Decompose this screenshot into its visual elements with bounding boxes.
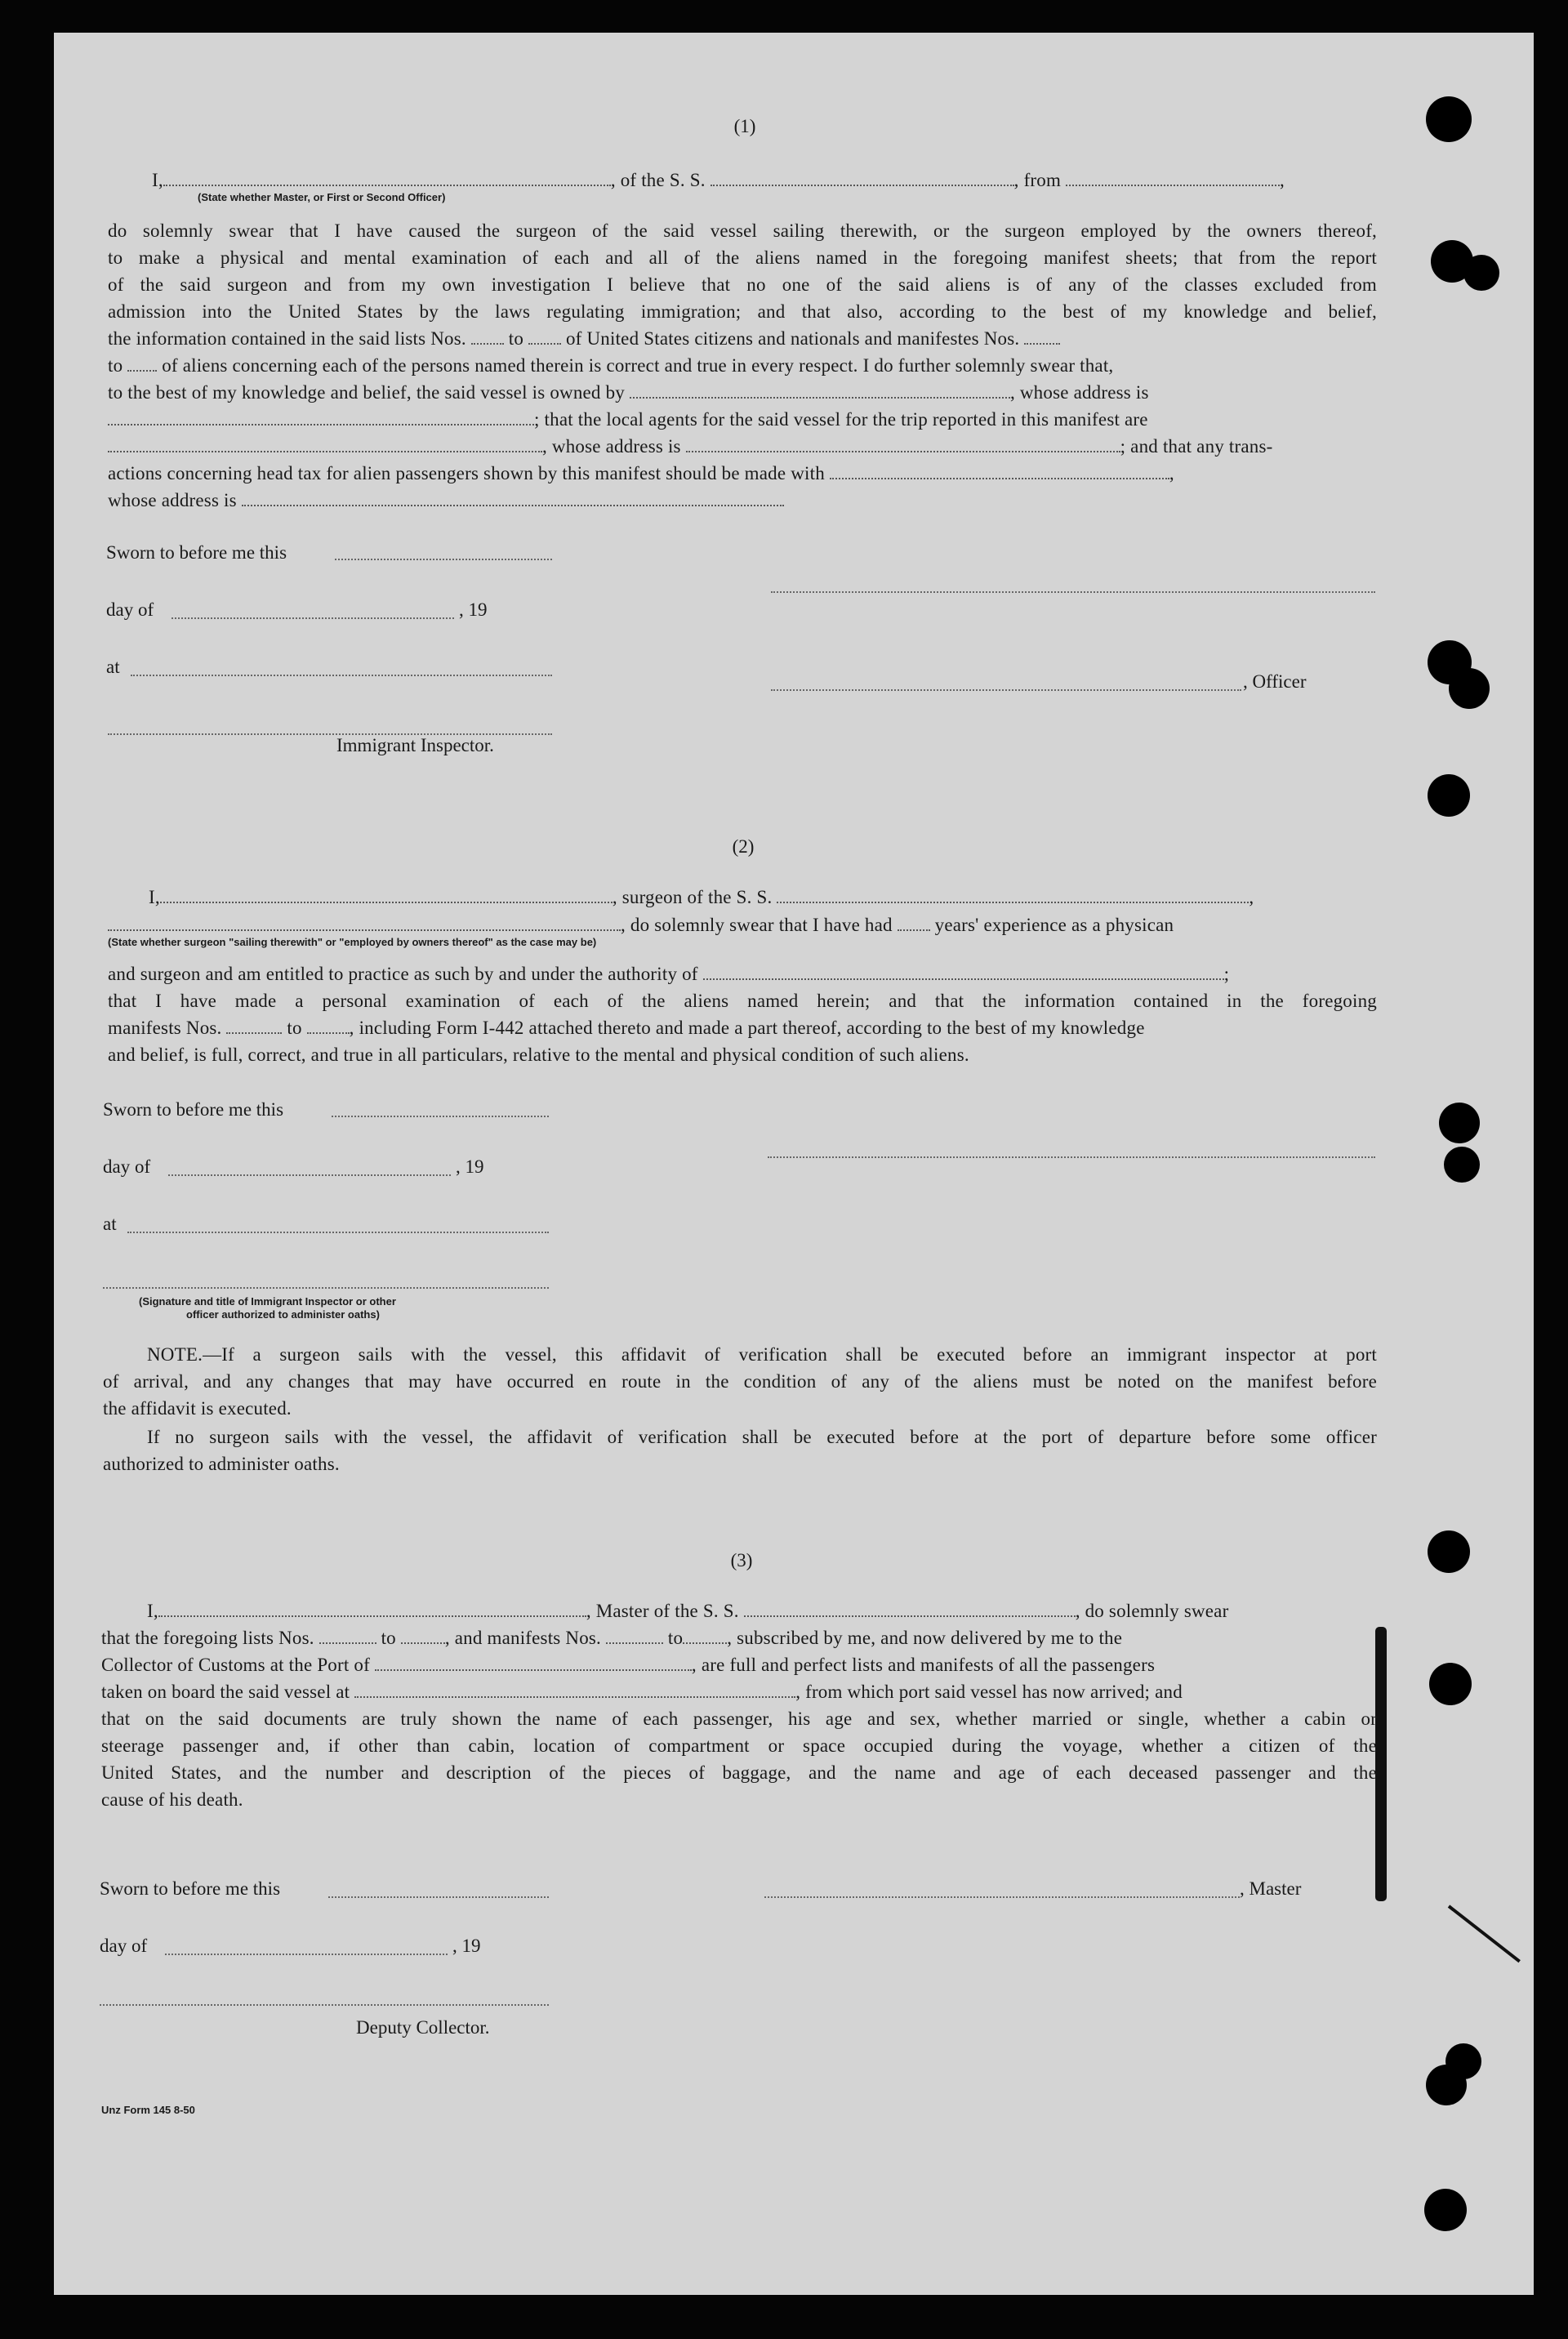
s2-line-2: , do solemnly swear that I have had years' experience as a physican bbox=[108, 911, 1174, 938]
s3-day-blank[interactable] bbox=[165, 1952, 448, 1955]
s2-day-blank[interactable] bbox=[168, 1173, 451, 1176]
punch-hole bbox=[1426, 2065, 1467, 2105]
s2-sworn: Sworn to before me this bbox=[103, 1099, 284, 1120]
s2-para-line: that I have made a personal examination of each of the aliens named herein; and that the information contained in the foregoing bbox=[108, 991, 1377, 1011]
s3-line-4: taken on board the said vessel at , from which port said vessel has now arrived; and bbox=[101, 1682, 1183, 1702]
s2-para-line: and surgeon and am entitled to practice as such by and under the authority of ; bbox=[108, 964, 1230, 984]
s1-officer: , Officer bbox=[1243, 671, 1307, 692]
s1-para-line: ; that the local agents for the said vessel for the trip reported in this manifest are bbox=[108, 406, 1148, 433]
punch-hole bbox=[1449, 668, 1490, 709]
punch-hole bbox=[1463, 255, 1499, 291]
s1-inspector: Immigrant Inspector. bbox=[336, 735, 494, 755]
s3-line-1: I, , Master of the S. S. , do solemnly swear bbox=[147, 1601, 1229, 1621]
s3-year: , 19 bbox=[452, 1936, 481, 1956]
s2-year: , 19 bbox=[456, 1156, 484, 1177]
s1-para-line: , whose address is ; and that any trans- bbox=[108, 433, 1273, 460]
s1-para-line: to the best of my knowledge and belief, the said vessel is owned by , whose address is bbox=[108, 382, 1149, 403]
punch-hole bbox=[1426, 96, 1472, 142]
form-number: Unz Form 145 8-50 bbox=[101, 2104, 195, 2116]
s2-signature-caption-line[interactable] bbox=[103, 1285, 549, 1289]
s1-para-line: actions concerning head tax for alien passengers shown by this manifest should be made with , bbox=[108, 463, 1174, 483]
punch-hole bbox=[1424, 2189, 1467, 2231]
punch-hole bbox=[1428, 1530, 1470, 1573]
s2-para-line: and belief, is full, correct, and true in all particulars, relative to the mental and physical condition of such aliens. bbox=[108, 1045, 969, 1065]
s2-signature-line[interactable] bbox=[768, 1155, 1375, 1158]
s2-note-line: If no surgeon sails with the vessel, the affidavit of verification shall be executed before at the port of departure before some officer bbox=[147, 1427, 1377, 1447]
s1-para-line: do solemnly swear that I have caused the surgeon of the said vessel sailing therewith, or the surgeon employed by the owners thereof, bbox=[108, 221, 1377, 241]
s1-para-line: whose address is bbox=[108, 487, 784, 514]
s3-day: day of bbox=[100, 1936, 148, 1956]
s3-para-line: cause of his death. bbox=[101, 1789, 243, 1810]
s2-day: day of bbox=[103, 1156, 151, 1177]
punch-hole bbox=[1429, 1663, 1472, 1705]
s1-day-blank[interactable] bbox=[172, 616, 454, 619]
s3-collector: Deputy Collector. bbox=[356, 2017, 490, 2038]
s2-note-line: NOTE.—If a surgeon sails with the vessel, this affidavit of verification shall be executed before an immigrant inspector at port bbox=[147, 1344, 1377, 1365]
s1-para-line: to make a physical and mental examination of each and all of the aliens named in the foregoing manifest sheets; that from the report bbox=[108, 247, 1377, 268]
s1-line-1: I, , of the S. S. , from , bbox=[152, 170, 1285, 190]
s2-note-line: authorized to administer oaths. bbox=[103, 1454, 340, 1474]
s1-caption: (State whether Master, or First or Second Officer) bbox=[198, 191, 446, 203]
margin-bar bbox=[1375, 1627, 1387, 1901]
section-2-number: (2) bbox=[732, 836, 755, 857]
s2-caption: (State whether surgeon "sailing therewith" or "employed by owners thereof" as the case may be) bbox=[108, 936, 597, 948]
punch-hole bbox=[1439, 1103, 1480, 1143]
s2-sworn-blank[interactable] bbox=[332, 1114, 549, 1117]
s3-master: , Master bbox=[1240, 1878, 1302, 1899]
s1-para-line: of the said surgeon and from my own investigation I believe that no one of the said aliens is of any of the classes excluded from bbox=[108, 274, 1377, 295]
pencil-mark bbox=[1448, 1905, 1521, 1963]
section-3-number: (3) bbox=[730, 1550, 753, 1570]
s3-line-2: that the foregoing lists Nos. to , and manifests Nos. to , subscribed by me, and now delivered by me to the bbox=[101, 1628, 1123, 1648]
s1-para-line: to of aliens concerning each of the persons named therein is correct and true in every respect. I do further solemnly swear that, bbox=[108, 355, 1114, 376]
s1-para-line: the information contained in the said lists Nos. to of United States citizens and nationals and manifestes Nos. bbox=[108, 325, 1060, 352]
s1-signature-line[interactable] bbox=[771, 590, 1375, 593]
s2-sig-caption-1: (Signature and title of Immigrant Inspector or other bbox=[139, 1295, 396, 1308]
s1-day: day of bbox=[106, 599, 154, 620]
s1-sworn-blank[interactable] bbox=[335, 557, 552, 560]
s3-sworn: Sworn to before me this bbox=[100, 1878, 281, 1899]
s3-master-line[interactable] bbox=[764, 1895, 1240, 1898]
punch-hole bbox=[1428, 774, 1470, 817]
s1-at-blank[interactable] bbox=[131, 673, 552, 676]
s1-officer-line[interactable] bbox=[771, 688, 1241, 691]
punch-hole bbox=[1444, 1147, 1480, 1183]
s3-para-line: that on the said documents are truly shown the name of each passenger, his age and sex, whether married or single, whether a cabin or bbox=[101, 1709, 1377, 1729]
s3-para-line: steerage passenger and, if other than cabin, location of compartment or space occupied during the voyage, whether a citizen of the bbox=[101, 1735, 1377, 1756]
s2-at-blank[interactable] bbox=[127, 1230, 549, 1233]
s2-line-1: I, , surgeon of the S. S. , bbox=[149, 887, 1254, 907]
s2-at: at bbox=[103, 1214, 117, 1234]
s2-para-line: manifests Nos. to , including Form I-442 attached thereto and made a part thereof, according to the best of my knowledge bbox=[108, 1018, 1145, 1038]
s2-sig-caption-2: officer authorized to administer oaths) bbox=[186, 1308, 380, 1321]
section-1-number: (1) bbox=[733, 116, 756, 136]
s1-at: at bbox=[106, 657, 120, 677]
manifest-affidavit-page bbox=[54, 33, 1534, 2295]
s2-note-line: the affidavit is executed. bbox=[103, 1398, 292, 1419]
s3-line-3: Collector of Customs at the Port of , are full and perfect lists and manifests of all the passengers bbox=[101, 1655, 1156, 1675]
s1-para-line: admission into the United States by the laws regulating immigration; and that also, according to the best of my knowledge and belief, bbox=[108, 301, 1377, 322]
s3-sworn-blank[interactable] bbox=[328, 1895, 549, 1898]
s2-note-line: of arrival, and any changes that may have occurred en route in the condition of any of the aliens must be noted on the manifest before bbox=[103, 1371, 1377, 1392]
s1-sworn: Sworn to before me this bbox=[106, 542, 287, 563]
s1-year: , 19 bbox=[459, 599, 488, 620]
s3-collector-line[interactable] bbox=[100, 2003, 549, 2006]
s3-para-line: United States, and the number and description of the pieces of baggage, and the name and age of each deceased passenger and the bbox=[101, 1762, 1377, 1783]
